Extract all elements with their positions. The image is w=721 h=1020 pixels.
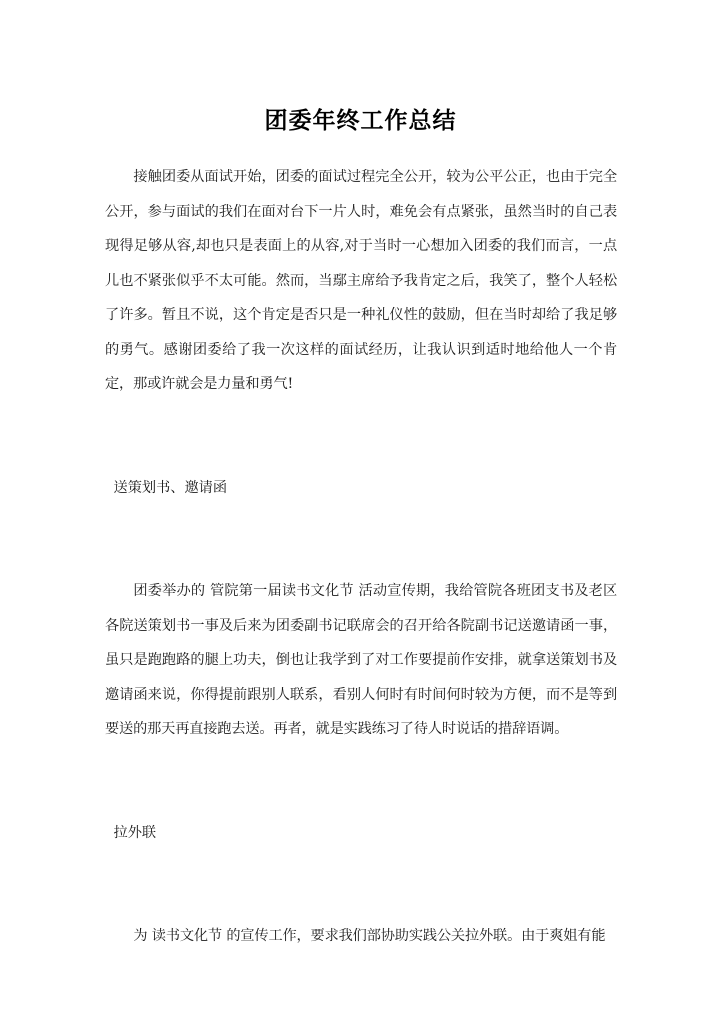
block-spacer	[105, 747, 617, 816]
paragraph-intro: 接触团委从面试开始，团委的面试过程完全公开，较为公平公正，也由于完全公开，参与面试的我们在面对台下一片人时，难免会有点紧张，虽然当时的自己表现得足够从容,却也只是表面上的从容,对于当时一心想加入团委的我们而言，一点儿也不紧张似乎不太可能。然而，当鄢主席给予我肯定之后，我笑了，整个人轻松了许多。暂且不说，这个肯定是否只是一种礼仪性的鼓励，但在当时却给了我足够的勇气。感谢团委给了我一次这样的面试经历，让我认识到适时地给他人一个肯定，那或许就会是力量和勇气!	[105, 169, 617, 392]
paragraph-external-relations: 为 读书文化节 的宣传工作，要求我们部协助实践公关拉外联。由于爽姐有能	[133, 928, 606, 944]
paragraph-send-proposal: 团委举办的 管院第一届读书文化节 活动宣传期，我给管院各班团支书及老区各院送策划书一事及后来为团委副书记联席会的召开给各院副书记送邀请函一事，虽只是跑跑路的腿上功夫，倒也让我学到了对工作要提前作安排，就拿送策划书及邀请函来说，你得提前跟别人联系，看别人何时有时间何时较为方便，而不是等到要送的那天再直接跑去送。再者，就是实践练习了待人时说话的措辞语调。	[105, 583, 617, 737]
block-spacer	[105, 402, 617, 471]
section-heading-external-relations: 拉外联	[113, 824, 157, 841]
block-spacer	[105, 850, 617, 919]
section-heading-send-proposal: 送策划书、邀请函	[113, 479, 228, 496]
block-spacer	[105, 505, 617, 574]
page-title: 团委年终工作总结	[264, 107, 457, 135]
document-body	[105, 160, 617, 954]
